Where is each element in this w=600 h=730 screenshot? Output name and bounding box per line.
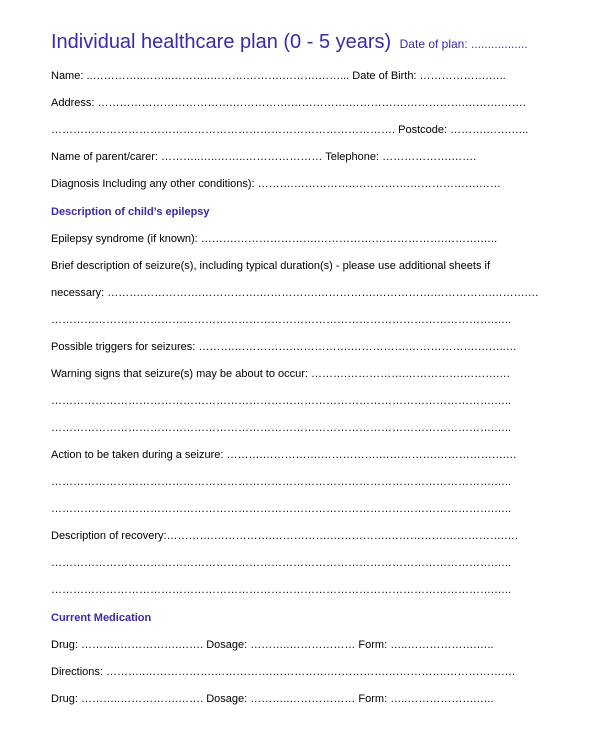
drug-row-1[interactable]: Drug: ………..…………….……. Dosage: ………..……………… Form: …..……………….…..	[51, 639, 494, 651]
recovery-field-cont-2[interactable]: ………………………………………………………………………………………………………….…..	[51, 584, 512, 596]
page-title: Individual healthcare plan (0 - 5 years)	[51, 31, 392, 53]
address-field[interactable]: Address: ……………………………….…………….…………….…………….…………….……….…….	[51, 97, 526, 109]
warning-signs-field[interactable]: Warning signs that seizure(s) may be about to occur: ……….…………….…………….……….…	[51, 368, 511, 380]
warning-signs-field-cont-1[interactable]: ………………………………………………………………………………………………………….…..	[51, 395, 512, 407]
brief-description-label: Brief description of seizure(s), including typical duration(s) - please use additional sheets if	[51, 260, 490, 272]
recovery-field[interactable]: Description of recovery:………….…………….…………….…………….…………….…………….….	[51, 530, 518, 542]
action-field-cont-1[interactable]: ………………………………………………………………………………………………………….…..	[51, 476, 512, 488]
warning-signs-field-cont-2[interactable]: ………………………………………………………………………………………………………….…..	[51, 422, 512, 434]
description-field-cont[interactable]: ………………………………………………………………………………………………………….…..	[51, 314, 512, 326]
name-dob-field[interactable]: Name: ..…………..……..………..……….……….……….……... Date of Birth: ……………….…..	[51, 70, 506, 82]
triggers-field[interactable]: Possible triggers for seizures: ……….…………….…………….…………….……………….……..…	[51, 341, 517, 353]
epilepsy-section-heading: Description of child’s epilepsy	[51, 206, 210, 218]
date-of-plan-field[interactable]: Date of plan: .................	[399, 37, 528, 51]
parent-telephone-field[interactable]: Name of parent/carer: ………..…..……..………………… Telephone: ……………….…….	[51, 151, 477, 163]
action-field[interactable]: Action to be taken during a seizure: ……….…………….…………….…………….……………….…	[51, 449, 517, 461]
description-field[interactable]: necessary: ……….…………….…………….…………….…………….…………….…………….……….…	[51, 287, 539, 299]
title-row	[51, 31, 528, 54]
syndrome-field[interactable]: Epilepsy syndrome (if known): ……….………………….…………….……………….……….…..	[51, 233, 498, 245]
recovery-field-cont-1[interactable]: ………………………………………………………………………………………………………….…..	[51, 557, 512, 569]
medication-section-heading: Current Medication	[51, 612, 152, 624]
address-postcode-field[interactable]: …………………………………………………………………………………. Postcode: ……….…….…..	[51, 124, 529, 136]
directions-field[interactable]: Directions: ………..……………….…………….…………….…………….…………….…………….…	[51, 666, 516, 678]
diagnosis-field[interactable]: Diagnosis Including any other conditions): ……….…………….…………….……………….……	[51, 178, 501, 190]
drug-row-2[interactable]: Drug: ………..…………….……. Dosage: ………..……………… Form: …..……………….…..	[51, 693, 494, 705]
action-field-cont-2[interactable]: ………………………………………………………………………………………………………….…..	[51, 503, 512, 515]
